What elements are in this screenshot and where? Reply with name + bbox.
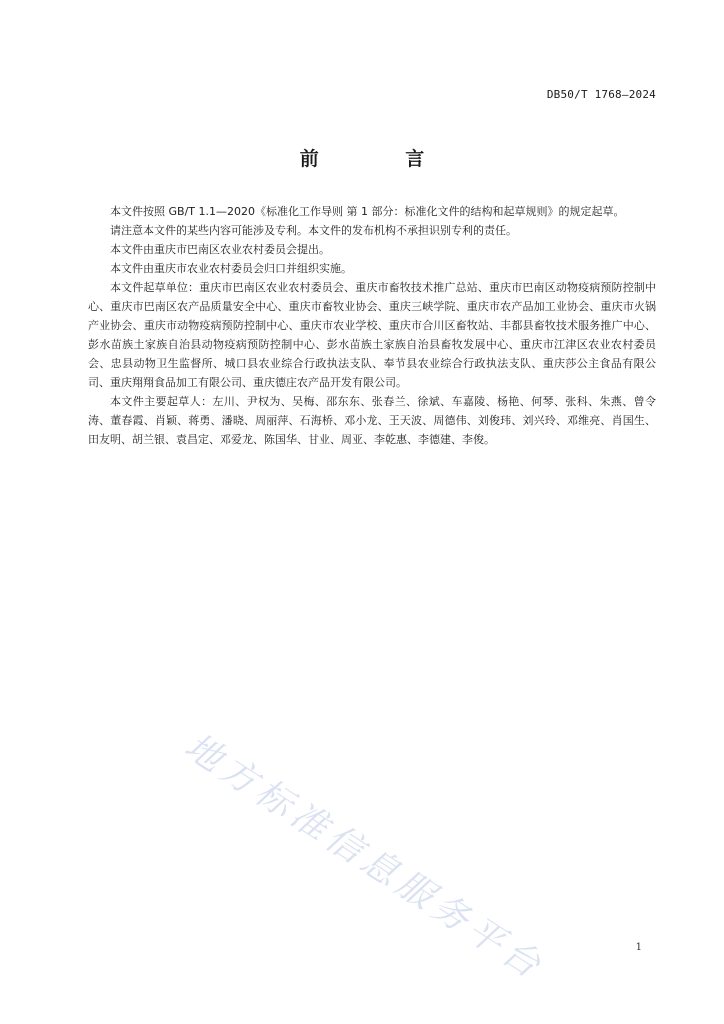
paragraph-centralized-unit: 本文件由重庆市农业农村委员会归口并组织实施。 — [110, 262, 352, 275]
document-number: DB50/T 1768—2024 — [546, 88, 656, 101]
paragraph-drafting-rules: 本文件按照 GB/T 1.1—2020《标准化工作导则 第 1 部分：标准化文件的结构和起草规则》的规定起草。 — [110, 205, 625, 218]
page-number: 1 — [635, 942, 642, 953]
paragraph-patent-notice: 请注意本文件的某些内容可能涉及专利。本文件的发布机构不承担识别专利的责任。 — [110, 224, 517, 237]
watermark-text: 地方标准信息服务平台 — [177, 725, 552, 989]
paragraph-drafting-units: 本文件起草单位：重庆市巴南区农业农村委员会、重庆市畜牧技术推广总站、重庆市巴南区动物疫病预防控制中心、重庆市巴南区农产品质量安全中心、重庆市畜牧业协会、重庆三峡学院、重庆市农产品加工业协会、重庆市火锅产业协会、重庆市动物疫病预防控制中心、重庆市农业学校、重庆市合川区畜牧站、丰都县畜牧技术服务推广中心、彭水苗族土家族自治县动物疫病预防控制中心、彭水苗族土家族自治县畜牧发展中心、重庆市江津区农业农村委员会、忠县动物卫生监督所、城口县农业综合行政执法支队、奉节县农业综合行政执法支队、重庆莎公主食品有限公司、重庆翔翔食品加工有限公司、重庆德庄农产品开发有限公司。 — [88, 281, 656, 389]
paragraph-proposer: 本文件由重庆市巴南区农业农村委员会提出。 — [110, 243, 330, 256]
paragraph-drafters: 本文件主要起草人：左川、尹权为、吴梅、邵东东、张春兰、徐斌、车嘉陵、杨艳、何琴、张科、朱燕、曾令涛、董春霞、肖颖、蒋勇、潘晓、周丽萍、石海桥、邓小龙、王天波、周德伟、刘俊玮、刘兴玲、邓维亮、肖国生、田友明、胡兰银、袁昌定、邓爱龙、陈国华、甘业、周亚、李乾惠、李德建、李俊。 — [88, 395, 656, 446]
foreword-body — [88, 202, 656, 449]
section-title: 前 言 — [299, 148, 465, 170]
